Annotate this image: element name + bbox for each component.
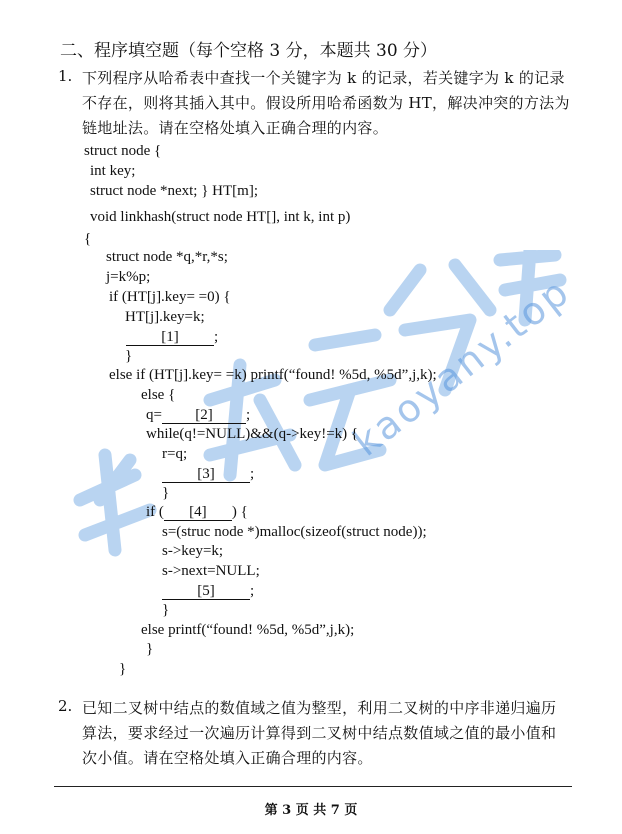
code-line: while(q!=NULL)&&(q->key!=k) {	[146, 426, 359, 442]
code-line: }	[125, 348, 133, 364]
code-line: [5] ;	[162, 583, 254, 600]
section-title: 二、程序填空题（每个空格 3 分，本题共 30 分）	[60, 41, 438, 61]
code-line: else {	[141, 387, 176, 403]
question-1-line-3: 链地址法。请在空格处填入正确合理的内容。	[82, 119, 389, 137]
code-line: struct node *next; } HT[m];	[90, 183, 258, 199]
code-line: if ( [4] ) {	[146, 504, 248, 520]
code-line: q= [2] ;	[146, 407, 251, 423]
code-line: int key;	[90, 163, 136, 179]
code-line: s->next=NULL;	[162, 563, 260, 579]
question-1-number: 1.	[58, 67, 73, 85]
code-line: else if (HT[j].key= =k) printf(“found! %5d, %5d”,j,k);	[109, 367, 437, 383]
fill-in-blank-2: [2]	[162, 407, 246, 424]
footer-rule	[54, 786, 572, 787]
watermark-url: kaoyany.top	[345, 268, 579, 465]
question-1-line-1: 下列程序从哈希表中查找一个关键字为 k 的记录，若关键字为 k 的记录	[82, 69, 565, 87]
question-2-line-2: 算法，要求经过一次遍历计算得到二叉树中结点数值域之值的最小值和	[82, 724, 557, 742]
code-line: r=q;	[162, 446, 188, 462]
fill-in-blank-3: [3]	[162, 466, 250, 483]
code-line: void linkhash(struct node HT[], int k, int p)	[90, 209, 351, 225]
code-line: {	[84, 231, 92, 247]
code-line: struct node {	[84, 143, 162, 159]
code-line: }	[119, 661, 127, 677]
fill-in-blank-4: [4]	[164, 504, 232, 521]
question-2-number: 2.	[58, 697, 73, 715]
code-line: }	[162, 602, 170, 618]
question-1-line-2: 不存在，则将其插入其中。假设所用哈希函数为 HT，解决冲突的方法为	[82, 94, 570, 112]
code-line: s=(struc node *)malloc(sizeof(struct node));	[162, 524, 427, 540]
code-line: if (HT[j].key= =0) {	[109, 289, 231, 305]
code-line: struct node *q,*r,*s;	[106, 249, 228, 265]
code-line: else printf(“found! %5d, %5d”,j,k);	[141, 622, 355, 638]
fill-in-blank-5: [5]	[162, 583, 250, 600]
code-line: }	[162, 485, 170, 501]
code-line: [1] ;	[126, 329, 218, 346]
code-line: HT[j].key=k;	[125, 309, 205, 325]
code-line: j=k%p;	[106, 269, 151, 285]
fill-in-blank-1: [1]	[126, 329, 214, 346]
code-line: [3] ;	[162, 466, 254, 483]
question-2-line-3: 次小值。请在空格处填入正确合理的内容。	[82, 749, 373, 767]
code-line: }	[146, 641, 154, 657]
page-footer: 第 3 页 共 7 页	[264, 803, 358, 818]
question-2-line-1: 已知二叉树中结点的数值域之值为整型，利用二叉树的中序非递归遍历	[82, 699, 557, 717]
code-line: s->key=k;	[162, 543, 224, 559]
